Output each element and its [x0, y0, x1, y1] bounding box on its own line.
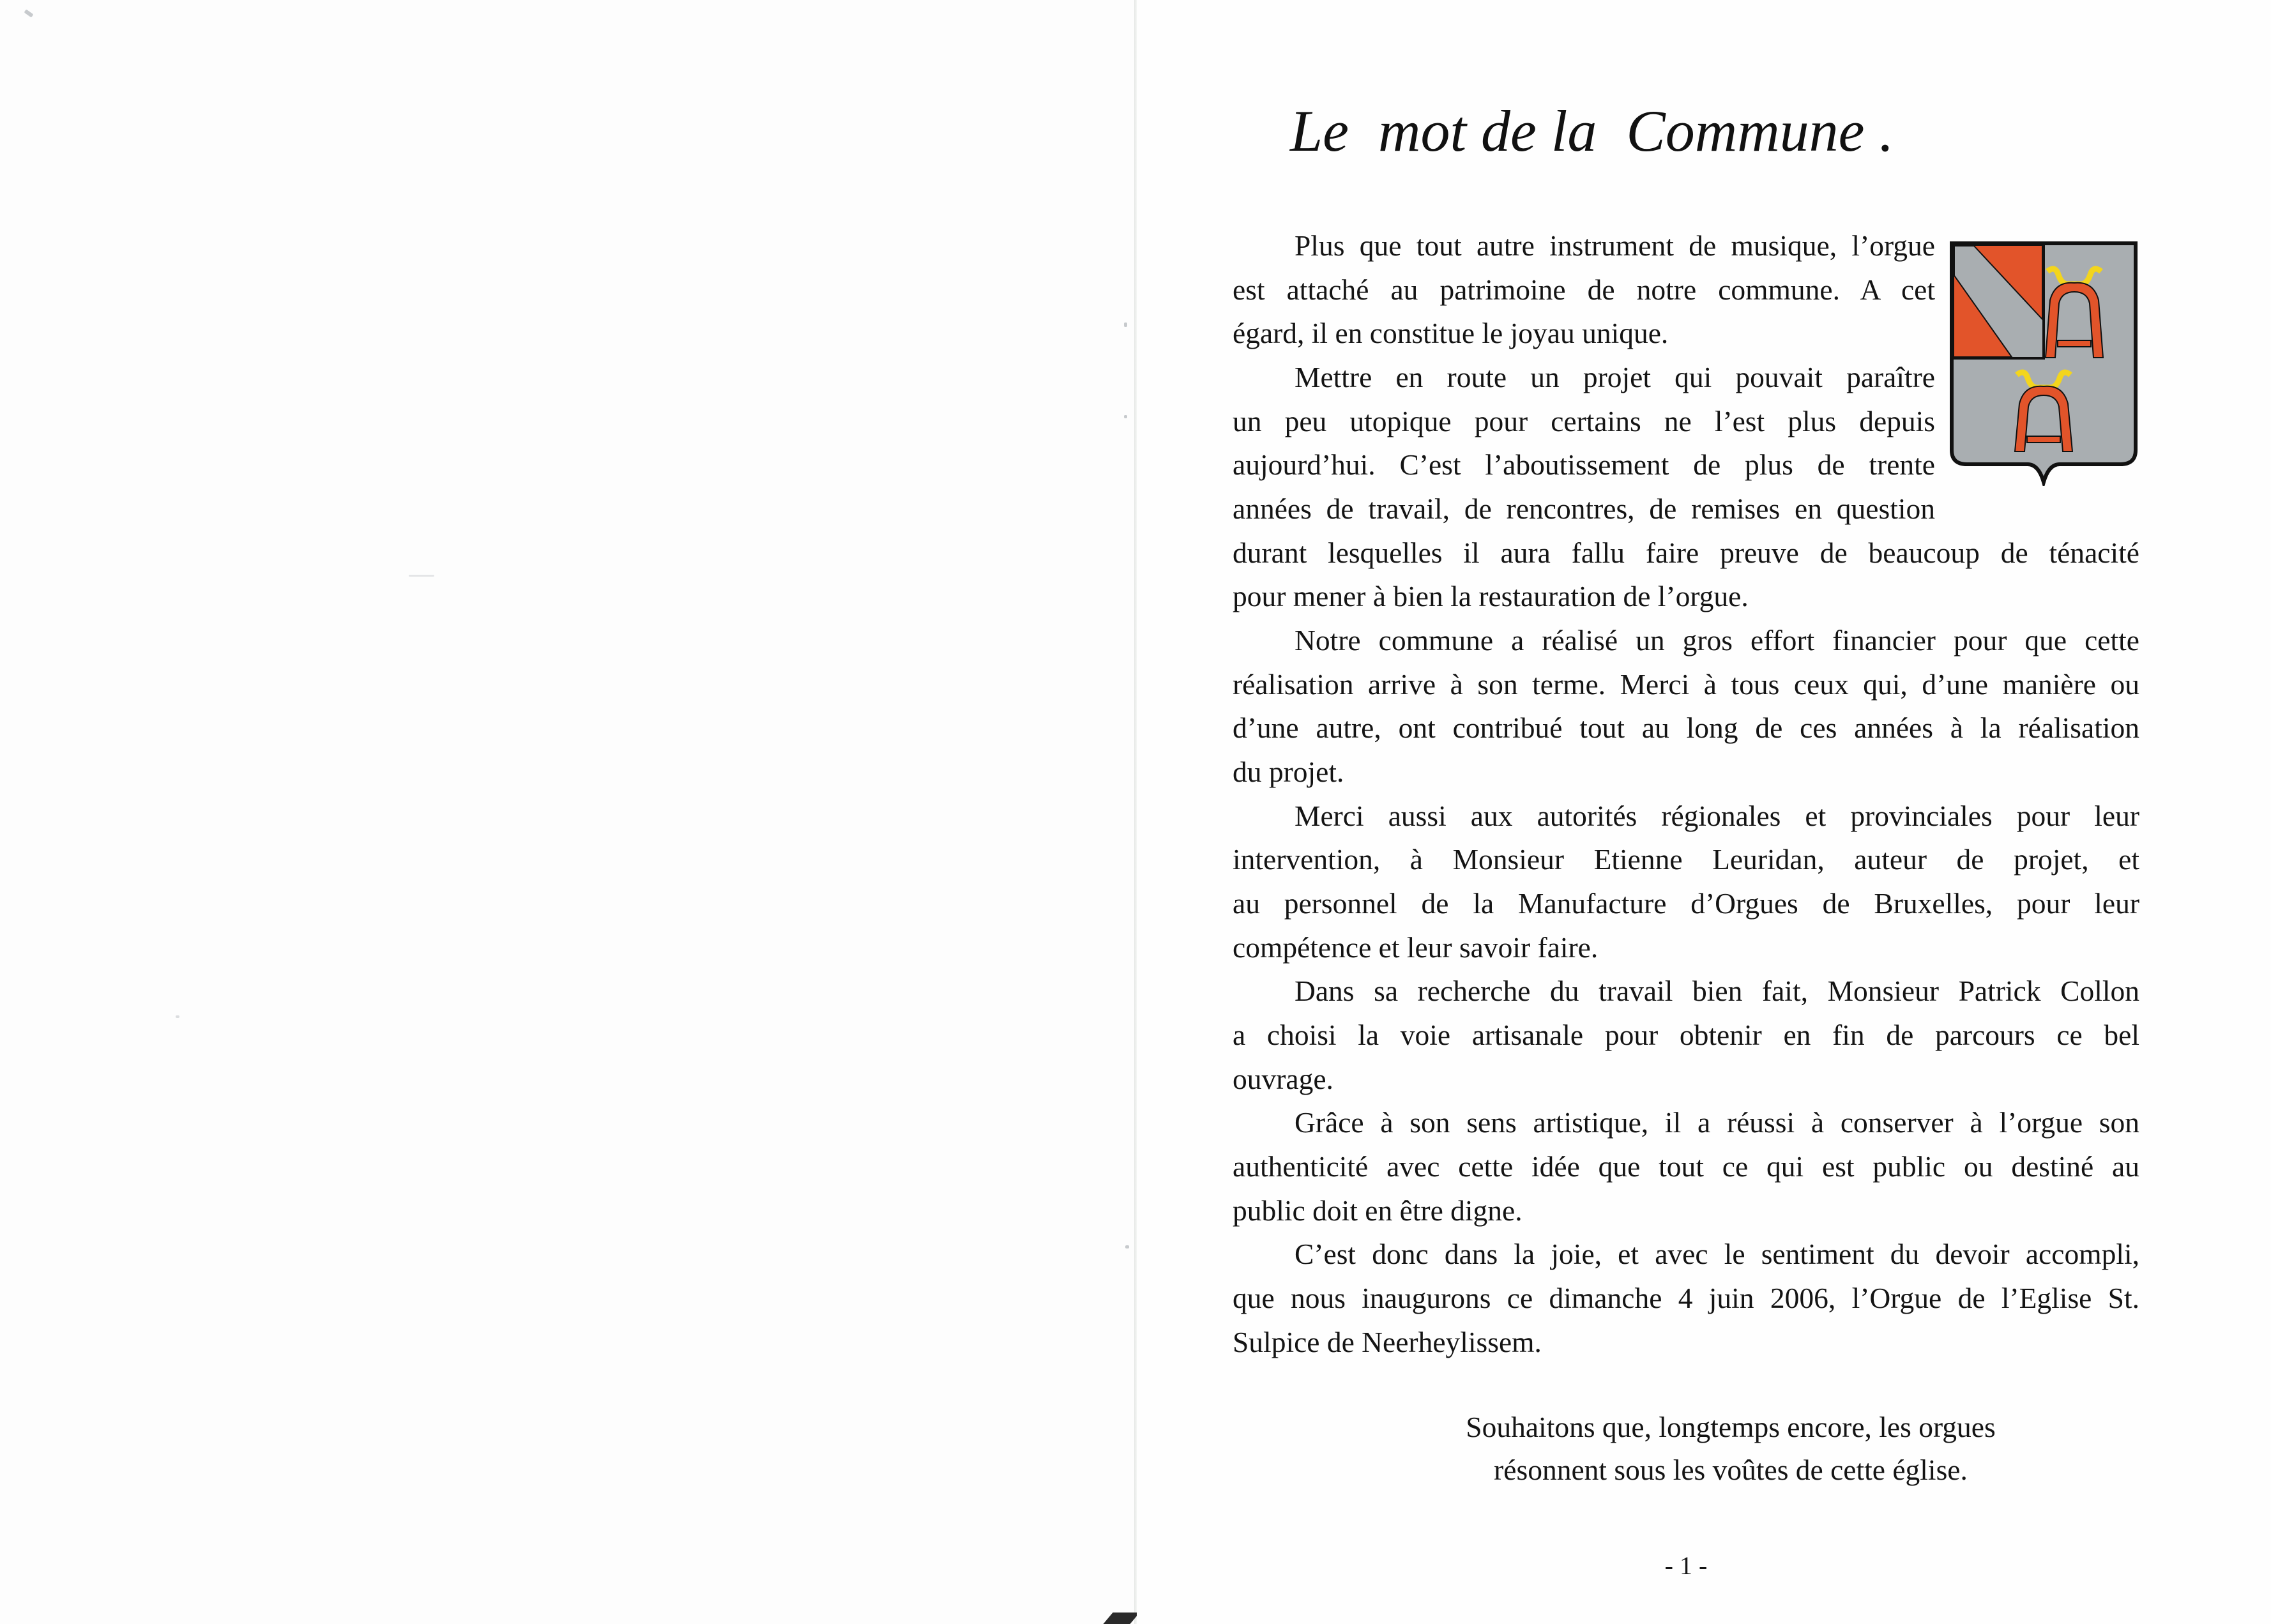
page-title: Le mot de la Commune . [1290, 98, 1894, 163]
text-line: authenticité avec cette idée que tout ce qui est public ou destiné au [1233, 1150, 2139, 1183]
text-line: ouvrage. [1233, 1063, 1333, 1095]
text-line: années de travail, de rencontres, de remises en question [1233, 492, 1935, 525]
text-line: public doit en être digne. [1233, 1194, 1523, 1227]
text-line: durant lesquelles il aura fallu faire preuve de beaucoup de ténacité [1233, 536, 2139, 569]
text-line: compétence et leur savoir faire. [1233, 931, 1599, 964]
scan-speck [24, 10, 34, 18]
text-line: Sulpice de Neerheylissem. [1233, 1326, 1542, 1358]
text-line: a choisi la voie artisanale pour obtenir en fin de parcours ce bel [1233, 1019, 2139, 1051]
text-line: d’une autre, ont contribué tout au long de ces années à la réalisation [1233, 711, 2139, 744]
text-line: Grâce à son sens artistique, il a réussi à conserver à l’orgue son [1295, 1106, 2139, 1139]
scan-speck [1125, 1245, 1129, 1248]
closing-line: résonnent sous les voûtes de cette église. [1494, 1453, 1968, 1486]
text-line: au personnel de la Manufacture d’Orgues de Bruxelles, pour leur [1233, 887, 2139, 920]
left-page-blank [0, 0, 1135, 1624]
text-line: réalisation arrive à son terme. Merci à tous ceux qui, d’une manière ou [1233, 668, 2139, 701]
text-line: du projet. [1233, 755, 1344, 788]
text-line: Dans sa recherche du travail bien fait, Monsieur Patrick Collon [1295, 975, 2139, 1007]
text-line: un peu utopique pour certains ne l’est plus depuis [1233, 405, 1935, 437]
scan-speck [176, 1015, 179, 1018]
text-line: Notre commune a réalisé un gros effort financier pour que cette [1295, 624, 2139, 656]
text-line: que nous inaugurons ce dimanche 4 juin 2006, l’Orgue de l’Eglise St. [1233, 1282, 2139, 1314]
text-line: C’est donc dans la joie, et avec le sentiment du devoir accompli, [1295, 1238, 2139, 1270]
text-line: Merci aussi aux autorités régionales et provinciales pour leur [1295, 800, 2139, 832]
text-line: Mettre en route un projet qui pouvait paraître [1295, 361, 1935, 393]
text-line: aujourd’hui. C’est l’aboutissement de plus de trente [1233, 448, 1935, 481]
text-line: intervention, à Monsieur Etienne Leuridan, auteur de projet, et [1233, 843, 2139, 876]
scan-speck [1124, 415, 1127, 418]
coat-of-arms-icon [1948, 239, 2139, 486]
page-number: - 1 - [1664, 1551, 1708, 1580]
closing-line: Souhaitons que, longtemps encore, les orgues [1466, 1411, 1996, 1443]
text-line: est attaché au patrimoine de notre commune. A cet [1233, 273, 1935, 306]
scan-speck [409, 575, 434, 577]
text-line: Plus que tout autre instrument de musique, l’orgue [1295, 229, 1935, 262]
scan-speck [1124, 323, 1127, 327]
text-line: pour mener à bien la restauration de l’orgue. [1233, 580, 1749, 612]
text-line: égard, il en constitue le joyau unique. [1233, 317, 1669, 349]
